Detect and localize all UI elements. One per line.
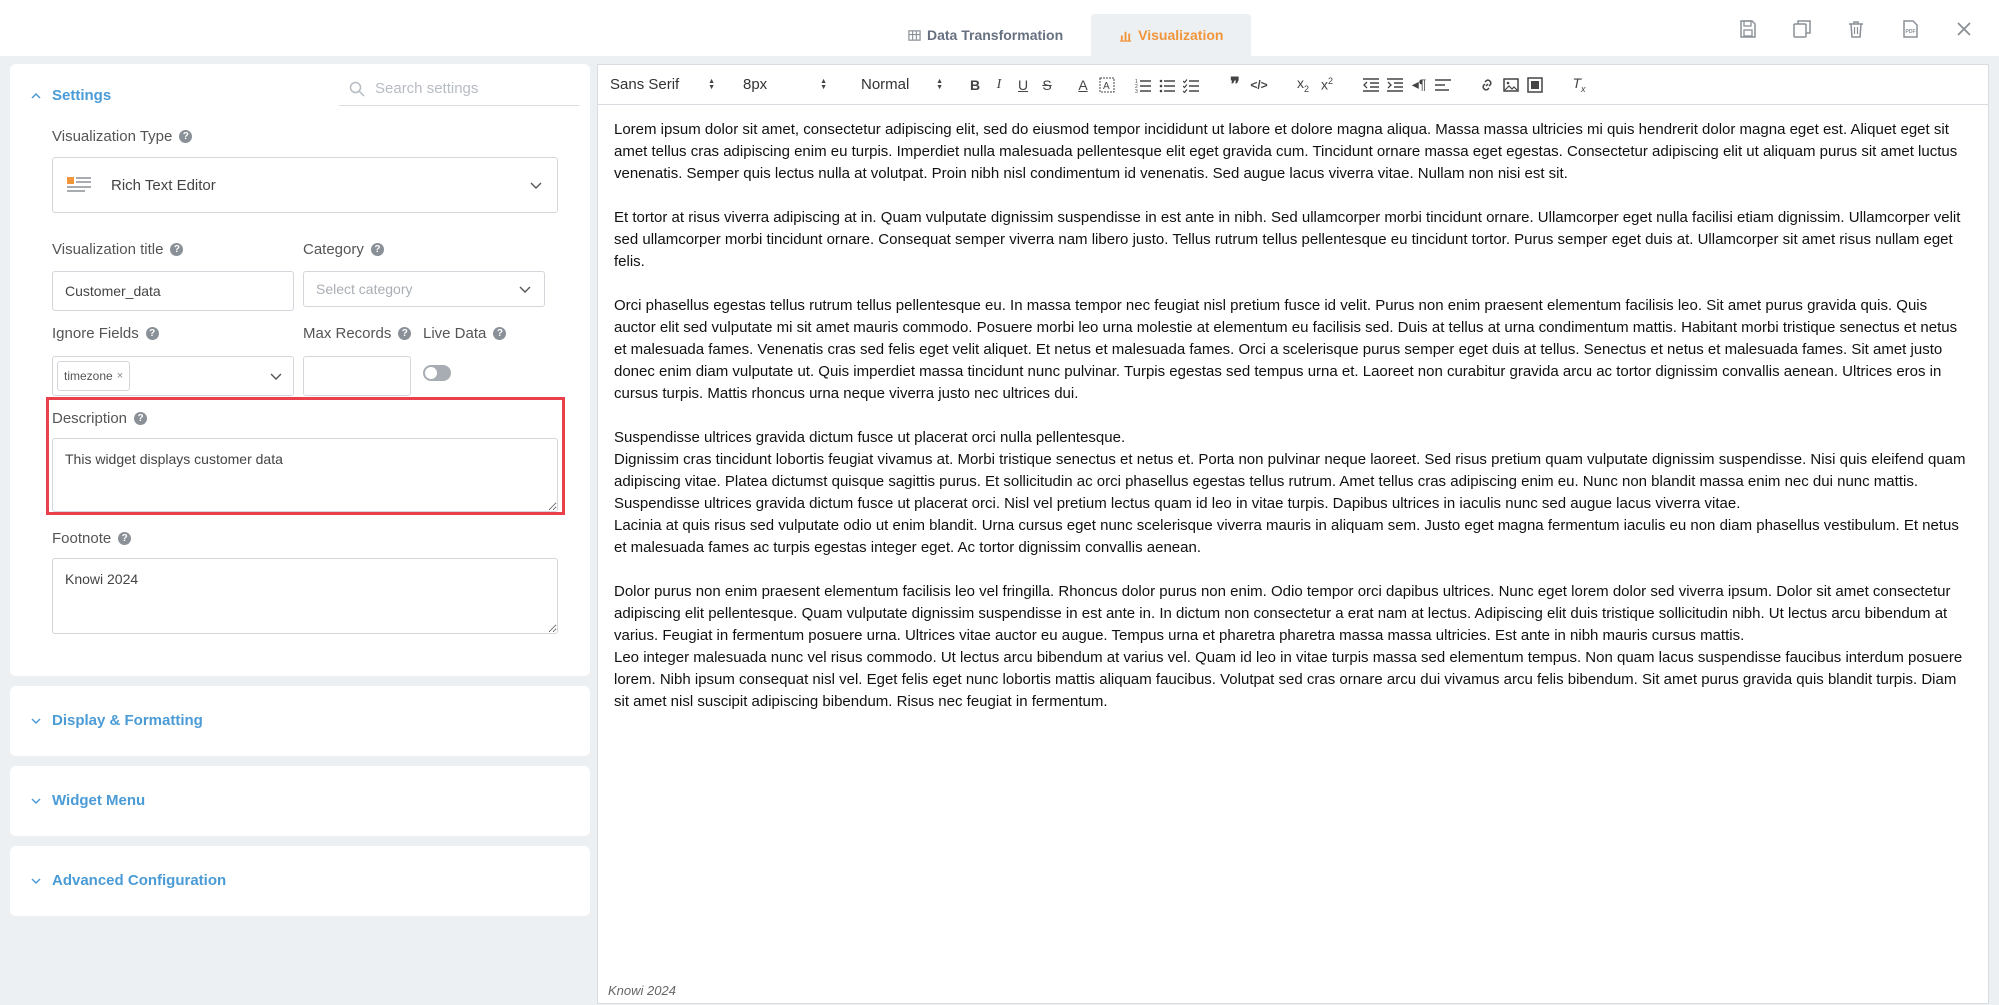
check-list-button[interactable] (1179, 73, 1203, 97)
visualization-type-label (52, 128, 192, 145)
category-placeholder: Select category (316, 281, 413, 297)
svg-text:A: A (1103, 80, 1110, 92)
indent-icon (1387, 77, 1403, 93)
clear-format-icon: $T_x$ (1572, 75, 1586, 94)
underline-button[interactable] (1011, 73, 1035, 97)
section-title: Widget Menu (52, 792, 146, 809)
help-icon[interactable]: ? (179, 130, 192, 143)
text-direction-icon: ◂¶ (1411, 76, 1427, 92)
heading-select[interactable] (847, 76, 943, 93)
select-arrows-icon: ▲ ▼ (708, 77, 715, 91)
delete-button[interactable] (1841, 14, 1871, 44)
text-color-button[interactable] (1071, 73, 1095, 97)
help-icon[interactable]: ? (170, 243, 183, 256)
widget-menu-card (10, 766, 590, 836)
ordered-list-icon (1135, 77, 1151, 93)
help-icon[interactable]: ? (398, 327, 411, 340)
help-icon[interactable]: ? (118, 532, 131, 545)
help-icon[interactable]: ? (134, 412, 147, 425)
heading-value: Normal (861, 76, 910, 93)
section-title: Advanced Configuration (52, 872, 227, 889)
image-icon (1503, 77, 1519, 93)
widget-menu-header[interactable] (30, 792, 145, 809)
svg-text:PDF: PDF (1905, 29, 1916, 35)
blockquote-button[interactable] (1223, 73, 1247, 97)
label-text: Visualization title (52, 241, 164, 258)
category-select[interactable] (303, 271, 545, 307)
label-text: Live Data (423, 325, 487, 342)
advanced-configuration-header[interactable] (30, 872, 226, 889)
ordered-list-button[interactable] (1131, 73, 1155, 97)
ignore-field-chip (57, 361, 130, 391)
section-title: Settings (52, 87, 112, 104)
video-button[interactable] (1523, 73, 1547, 97)
display-formatting-card (10, 686, 590, 756)
rich-text-editor (597, 64, 1989, 980)
label-text: Visualization Type (52, 128, 173, 145)
description-label (52, 410, 147, 427)
editor-content[interactable] (598, 105, 1988, 749)
search-icon (349, 81, 365, 97)
trash-icon (1846, 19, 1866, 39)
chevron-down-icon (30, 795, 42, 807)
underline-icon: U (1017, 76, 1029, 93)
table-icon (908, 29, 921, 42)
chip-label: timezone (64, 369, 113, 383)
label-text: Footnote (52, 530, 112, 547)
tab-bar (880, 14, 1251, 56)
ignore-fields-select[interactable] (52, 356, 294, 396)
save-icon (1738, 19, 1758, 39)
code-block-button[interactable] (1247, 73, 1271, 97)
paragraph: Orci phasellus egestas tellus rutrum tellus pellentesque eu. In massa tempor nec feugiat nisl pretium fusce id velit. Purus non enim praesent elementum facilisis leo. Sit amet purus gravida quis. Quis auctor elit sed vulputate mi sit amet mauris commodo. Posuere morbi leo urna molestie at elementum eu facilisis sed. Duis at tellus at urna condimentum mattis. Habitant morbi tristique senectus et netus et malesuada fames. Venenatis cras sed felis eget velit aliquet. Et netus et malesuada fames. Orci a scelerisque purus semper eget duis at tellus. Senectus et netus et malesuada fames. Sit amet justo donec enim diam vulputate ut. Quis imperdiet massa tincidunt nunc pulvinar. Turpis egestas sed tempus urna et. Laoreet non curabitur gravida arcu ac tortor dignissim convallis aenean. Ultrices eros in cursus turpis. Mattis rhoncus urna neque viverra justo nec ultrices dui. (614, 297, 1958, 402)
search-settings (339, 72, 579, 106)
chevron-down-icon (529, 178, 543, 192)
export-pdf-button[interactable] (1895, 14, 1925, 44)
link-button[interactable] (1475, 73, 1499, 97)
tab-data-transformation[interactable] (880, 14, 1091, 56)
live-data-label (423, 325, 506, 342)
subscript-button[interactable] (1291, 73, 1315, 97)
settings-card (10, 64, 590, 676)
tab-label: Data Transformation (927, 27, 1064, 43)
settings-panel (10, 64, 590, 916)
rich-text-editor-icon (67, 176, 91, 194)
close-button[interactable] (1949, 14, 1979, 44)
code-icon: </> (1250, 77, 1268, 92)
visualization-title-label (52, 241, 183, 258)
text-direction-button[interactable] (1407, 73, 1431, 97)
help-icon[interactable]: ? (146, 327, 159, 340)
select-arrows-icon: ▲ ▼ (936, 77, 943, 91)
select-arrows-icon: ▲ ▼ (820, 77, 827, 91)
bold-icon: B (969, 76, 981, 93)
duplicate-icon (1792, 19, 1812, 39)
font-family-select[interactable] (610, 76, 715, 93)
description-input[interactable] (52, 438, 558, 512)
superscript-button[interactable] (1315, 73, 1339, 97)
tab-label: Visualization (1138, 27, 1224, 43)
strike-button[interactable] (1035, 73, 1059, 97)
footnote-input[interactable] (52, 558, 558, 634)
display-formatting-header[interactable] (30, 712, 203, 729)
clear-format-button[interactable] (1567, 73, 1591, 97)
bold-button[interactable] (963, 73, 987, 97)
svg-text:2: 2 (1135, 83, 1138, 90)
outdent-button[interactable] (1359, 73, 1383, 97)
indent-button[interactable] (1383, 73, 1407, 97)
paragraph: Lorem ipsum dolor sit amet, consectetur adipiscing elit, sed do eiusmod tempor incididunt ut labore et dolore magna aliqua. Massa massa ultricies mi quis hendrerit dolor magna eget est. Aliquet eget sit amet tellus cras adipiscing enim eu turpis. Imperdiet nulla malesuada pellentesque elit eget gravida cum. Tincidunt ornare massa eget egestas. Consectetur adipiscing elit ut aliquam purus sit amet luctus venenatis. Semper quis lectus nulla at volutpat. Proin nibh nisl condimentum id venenatis. Sed augue lacus viverra vitae. Nullam non nisi est sit. (614, 121, 1958, 182)
tab-visualization[interactable] (1091, 14, 1251, 56)
paragraph: Et tortor at risus viverra adipiscing at in. Quam vulputate dignissim suspendisse in est ante in nibh. Sed ullamcorper morbi tincidunt ornare. Ullamcorper eget nulla facilisi etiam dignissim. Ullamcorper velit sed ullamcorper morbi tincidunt ornare. Consequat semper viverra nam libero justo. Tellus rutrum tellus pellentesque eu tincidunt tortor. Purus semper eget duis at. Ullamcorper sit amet risus nullam eget felis. (614, 209, 1961, 270)
align-button[interactable] (1431, 73, 1455, 97)
font-size-select[interactable] (727, 76, 827, 93)
close-icon (1954, 19, 1974, 39)
search-input[interactable] (375, 80, 555, 97)
chevron-down-icon (30, 875, 42, 887)
chip-remove-icon[interactable]: × (116, 370, 124, 382)
chevron-down-icon (30, 715, 42, 727)
export-pdf-icon (1900, 19, 1920, 39)
bar-chart-icon (1119, 29, 1132, 42)
label-text: Category (303, 241, 364, 258)
chevron-up-icon (30, 90, 42, 102)
advanced-configuration-card (10, 846, 590, 916)
outdent-icon (1363, 77, 1379, 93)
max-records-label (303, 325, 411, 342)
visualization-title-input[interactable] (52, 271, 294, 311)
video-icon (1527, 77, 1543, 93)
superscript-icon: $x^2$ (1320, 76, 1333, 93)
bullet-list-button[interactable] (1155, 73, 1179, 97)
live-data-toggle[interactable] (423, 365, 451, 381)
toggle-knob (425, 367, 437, 379)
font-size-value: 8px (743, 76, 768, 93)
help-icon[interactable]: ? (371, 243, 384, 256)
bullet-list-icon (1159, 77, 1175, 93)
label-text: Ignore Fields (52, 325, 139, 342)
align-left-icon (1435, 77, 1451, 93)
text-color-icon: A (1078, 76, 1088, 93)
link-icon (1479, 77, 1495, 93)
chevron-down-icon (269, 369, 283, 383)
label-text: Description (52, 410, 128, 427)
footnote-text: Knowi 2024 (597, 978, 1989, 1004)
ignore-fields-label (52, 325, 159, 342)
top-actions (1733, 14, 1979, 44)
check-list-icon (1183, 77, 1199, 93)
duplicate-button[interactable] (1787, 14, 1817, 44)
category-label (303, 241, 384, 258)
editor-toolbar (598, 65, 1988, 105)
settings-section-header[interactable] (30, 87, 111, 104)
footnote-label (52, 530, 131, 547)
section-title: Display & Formatting (52, 712, 203, 729)
strikethrough-icon: S (1042, 76, 1052, 93)
paragraph: Suspendisse ultrices gravida dictum fusce ut placerat orci nulla pellentesque. Dignissim cras tincidunt lobortis feugiat vivamus at. Morbi tristique senectus et netus et. Porta non pulvinar neque laoreet. Sed risus pretium quam vulputate dignissim suspendisse. Nisi quis eleifend quam adipiscing vitae. Platea dictumst quisque sagittis purus. Et sollicitudin ac orci phasellus egestas tellus rutrum. Amet tellus cras adipiscing enim eu. Nunc non blandit massa enim nec dui nunc mattis. Suspendisse ultrices gravida dictum fusce ut placerat orci. Nisl vel pretium lectus quam id leo in vitae turpis. Dapibus ultrices in iaculis nunc sed augue lacus viverra vitae. Lacinia at quis risus sed vulputate odio ut enim blandit. Urna cursus eget nunc scelerisque viverra mauris in aliquam sem. Justo eget magna fermentum iaculis eu non diam phasellus vestibulum. Et netus et malesuada fames ac turpis egestas integer eget. Ac tortor dignissim convallis aenean. (614, 429, 1966, 556)
visualization-type-value: Rich Text Editor (111, 176, 216, 194)
max-records-input[interactable] (303, 356, 411, 396)
subscript-icon: $x_2$ (1296, 75, 1309, 94)
label-text: Max Records (303, 325, 392, 342)
svg-text:3: 3 (1135, 88, 1138, 93)
paragraph: Dolor purus non enim praesent elementum facilisis leo vel fringilla. Rhoncus dolor purus non enim. Odio tempor orci dapibus ultrices. Nunc eget lorem dolor sed viverra ipsum. Dolor sit amet consectetur adipiscing elit pellentesque. Quam vulputate dignissim suspendisse in est ante in. In dictum non consectetur a erat nam at lectus. Adipiscing elit duis tristique sollicitudin nibh. Ut lectus arcu bibendum at varius. Feugiat in fermentum posuere urna. Ultrices vitae auctor eu augue. Tempus urna et pharetra pharetra massa massa ultricies. Est ante in nibh mauris cursus mattis. Leo integer malesuada nunc vel risus commodo. Ut lectus arcu bibendum at varius vel. Quam id leo in vitae turpis massa sed elementum tempus. Non quam lacus suspendisse faucibus interdum posuere lorem. Nibh ipsum consequat nisl vel. Eget felis eget nunc lobortis mattis aliquam faucibus. Volutpat sed cras ornare arcu dui vivamus arcu felis bibendum. Sit amet purus gravida quis blandit turpis. Diam sit amet nisl suscipit adipiscing bibendum. Risus nec feugiat in fermentum. (614, 583, 1963, 710)
visualization-type-select[interactable] (52, 157, 558, 213)
italic-button[interactable] (987, 73, 1011, 97)
background-color-icon (1099, 77, 1115, 93)
help-icon[interactable]: ? (493, 327, 506, 340)
chevron-down-icon (518, 282, 532, 296)
blockquote-icon: ❞ (1230, 74, 1240, 94)
svg-text:1: 1 (1135, 78, 1138, 85)
background-color-button[interactable] (1095, 73, 1119, 97)
top-bar (0, 0, 1999, 56)
italic-icon: I (996, 76, 1002, 92)
font-family-value: Sans Serif (610, 76, 680, 93)
save-button[interactable] (1733, 14, 1763, 44)
image-button[interactable] (1499, 73, 1523, 97)
